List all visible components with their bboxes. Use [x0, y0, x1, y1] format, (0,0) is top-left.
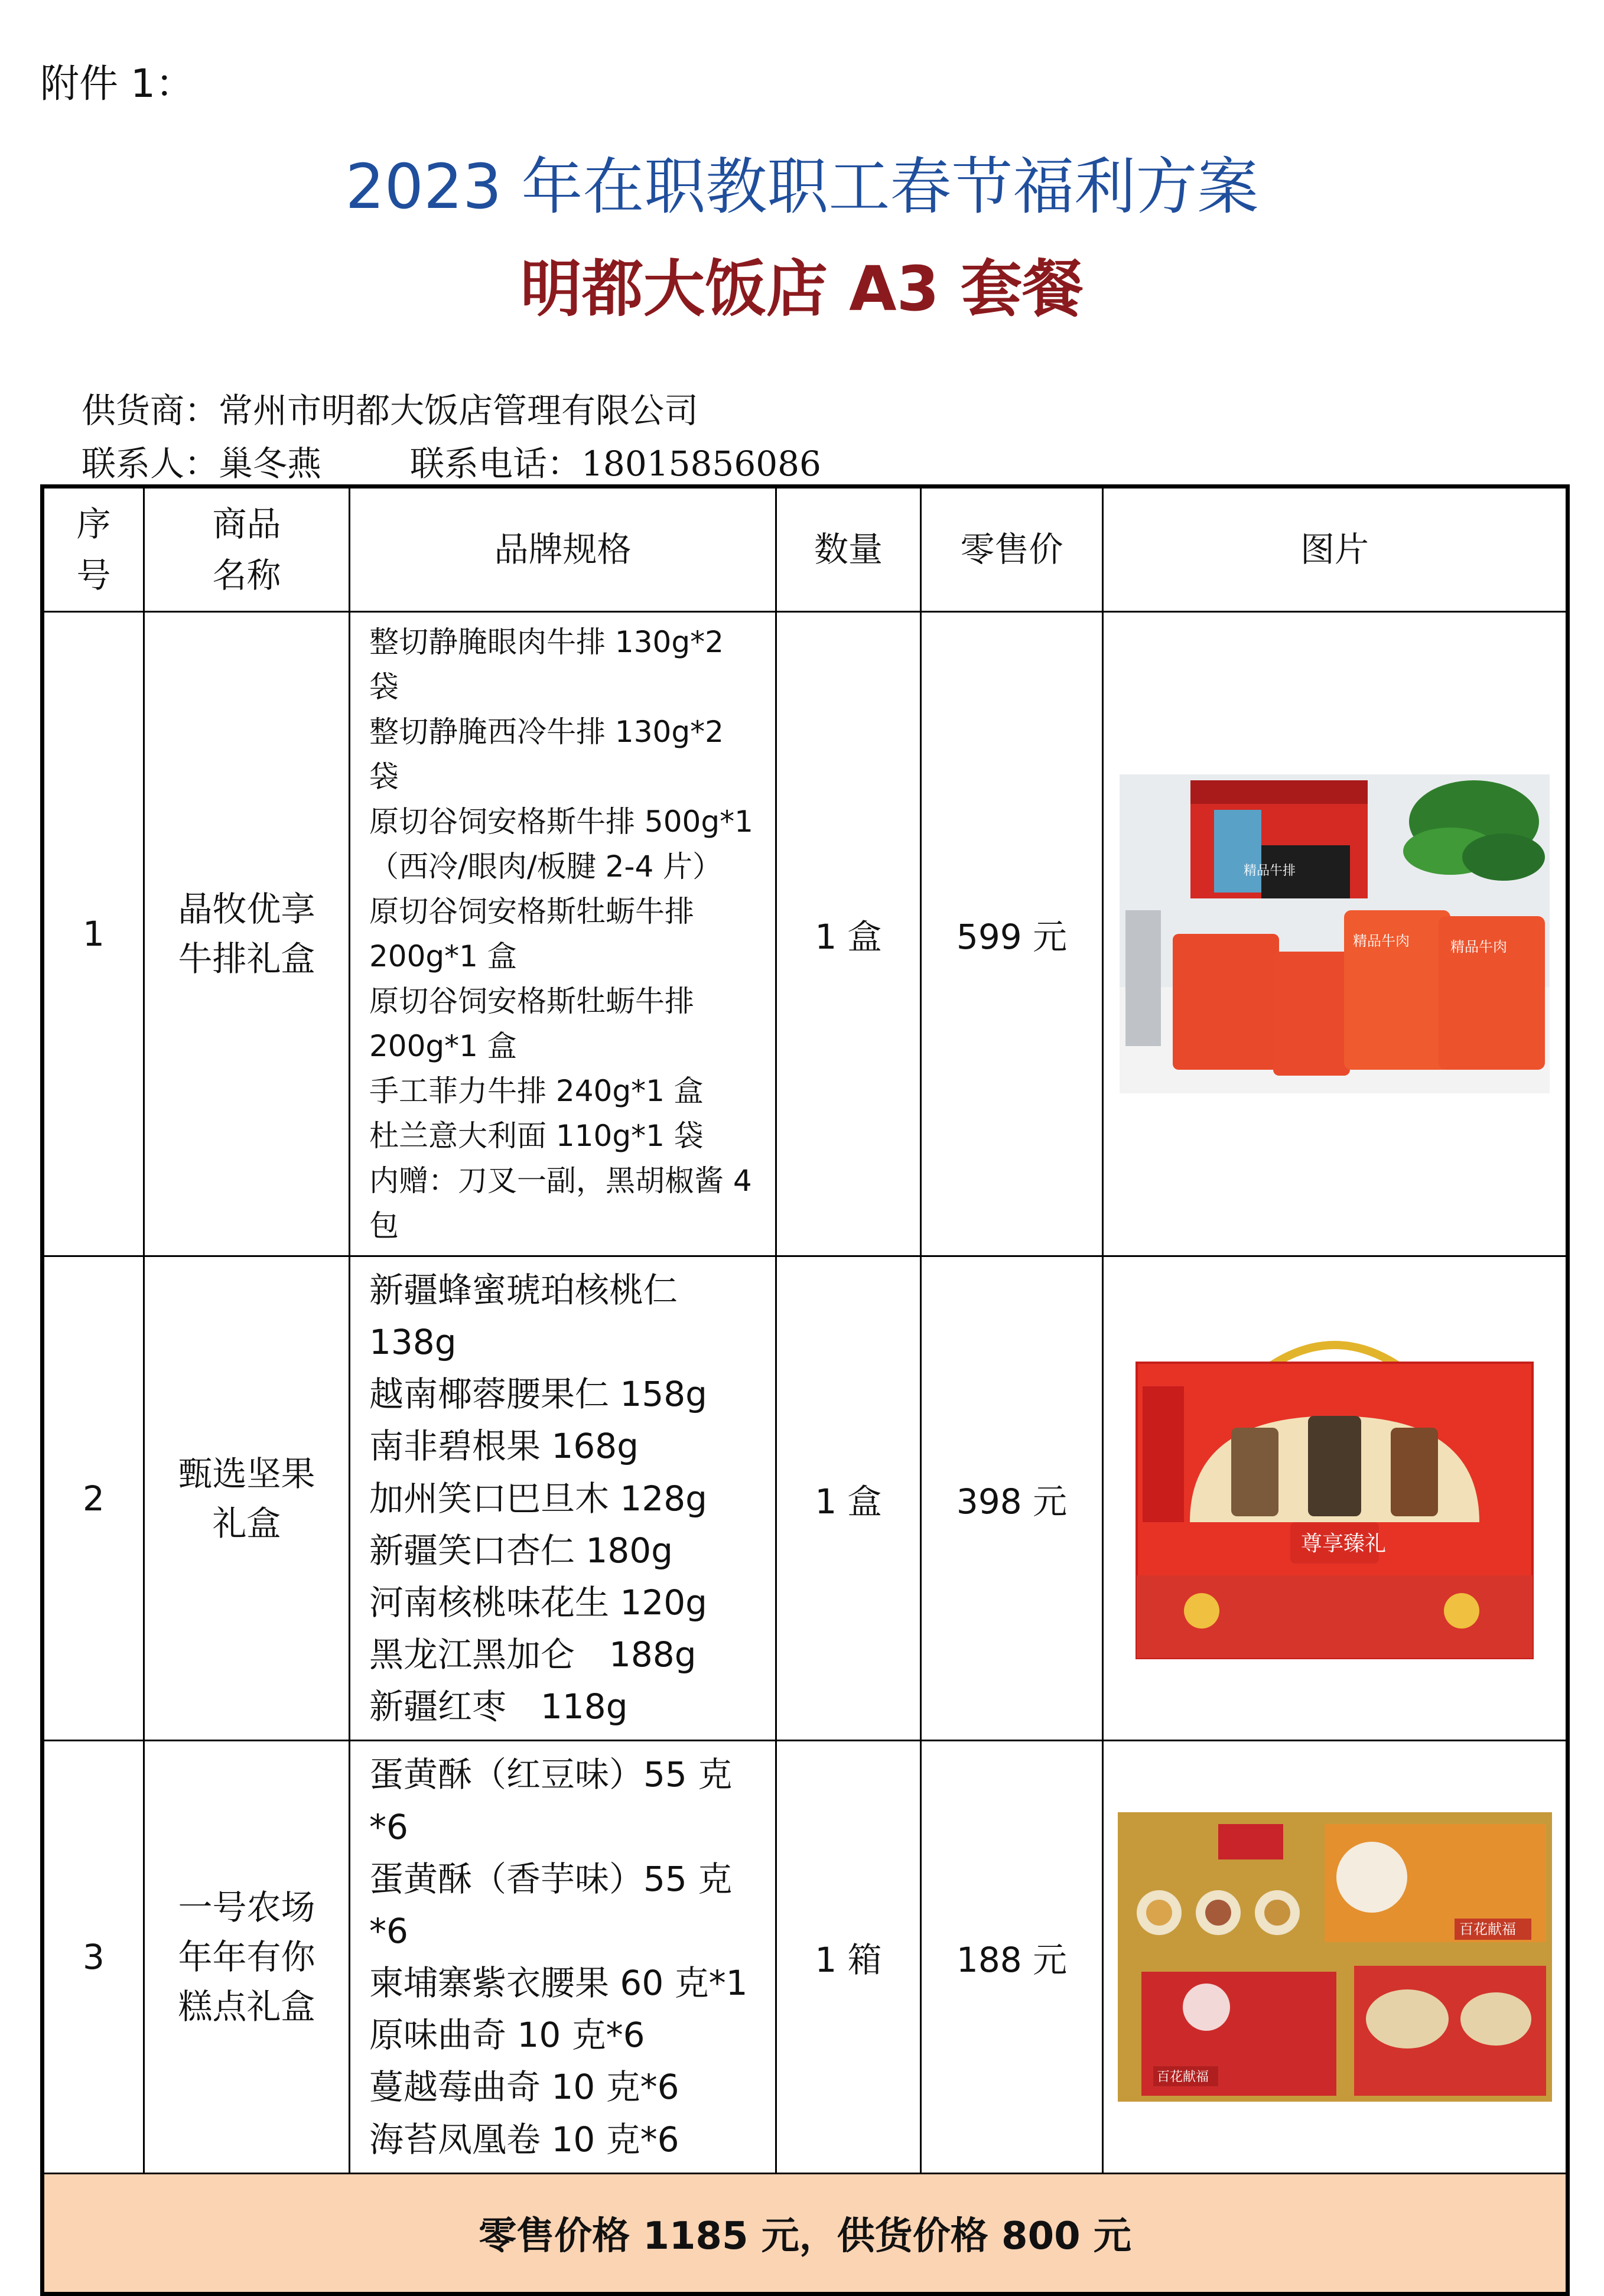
image-text: 精品牛排 — [1244, 864, 1296, 878]
pastry-gift-box-photo — [1118, 1812, 1552, 2102]
image-text: 百花献福 — [1459, 1921, 1516, 1938]
image-text: 精品牛肉 — [1353, 933, 1410, 949]
product-table — [40, 484, 1570, 2296]
header-qty: 数量 — [776, 487, 921, 612]
contact-person: 联系人：巢冬燕 — [82, 444, 322, 484]
header-no: 序 号 — [43, 487, 144, 612]
product-image-cell — [1103, 1256, 1568, 1741]
header-price: 零售价 — [921, 487, 1103, 612]
page-title: 2023 年在职教职工春节福利方案 — [345, 151, 1259, 223]
table-row — [43, 1741, 1568, 2173]
contact-phone: 联系电话：18015856086 — [410, 444, 821, 484]
table-header-row — [43, 487, 1568, 612]
product-qty: 1 箱 — [776, 1741, 921, 2173]
product-spec: 蛋黄酥（红豆味）55 克*6 蛋黄酥（香芋味）55 克*6 柬埔寨紫衣腰果 60 克*1 原味曲奇 10 克*6 蔓越莓曲奇 10 克*6 海苔凤凰卷 10 克*6 — [350, 1741, 776, 2173]
product-price: 599 元 — [921, 612, 1103, 1256]
attachment-label: 附件 1： — [40, 61, 194, 106]
row-number: 3 — [43, 1741, 144, 2173]
product-image-cell — [1103, 612, 1568, 1256]
total-row — [43, 2173, 1568, 2294]
product-qty: 1 盒 — [776, 612, 921, 1256]
product-price: 188 元 — [921, 1741, 1103, 2173]
product-image-cell — [1103, 1741, 1568, 2173]
image-text: 精品牛肉 — [1450, 939, 1507, 955]
product-qty: 1 盒 — [776, 1256, 921, 1741]
contact-info — [82, 436, 821, 486]
table-row — [43, 612, 1568, 1256]
product-name: 一号农场 年年有你 糕点礼盒 — [144, 1741, 350, 2173]
image-text: 尊享臻礼 — [1301, 1531, 1387, 1556]
product-spec: 新疆蜂蜜琥珀核桃仁 138g 越南椰蓉腰果仁 158g 南非碧根果 168g 加州笑口巴旦木 128g 新疆笑口杏仁 180g 河南核桃味花生 120g 黑龙江黑加仑 188g 新疆红枣 118g — [350, 1256, 776, 1741]
product-spec: 整切静腌眼肉牛排 130g*2 袋 整切静腌西冷牛排 130g*2 袋 原切谷饲安格斯牛排 500g*1 （西冷/眼肉/板腱 2-4 片） 原切谷饲安格斯牡蛎牛排 200g*1 盒 原切谷饲安格斯牡蛎牛排 200g*1 盒 手工菲力牛排 240g*1 盒 杜兰意大利面 110g*1 袋 内赠：刀叉一副，黑胡椒酱 4 包 — [350, 612, 776, 1256]
image-text: 百花献福 — [1156, 2070, 1209, 2085]
row-number: 1 — [43, 612, 144, 1256]
package-title: 明都大饭店 A3 套餐 — [520, 253, 1084, 325]
plant-icon — [1403, 780, 1545, 881]
header-name: 商品 名称 — [144, 487, 350, 612]
product-name: 甄选坚果 礼盒 — [144, 1256, 350, 1741]
header-spec: 品牌规格 — [350, 487, 776, 612]
row-number: 2 — [43, 1256, 144, 1741]
total-price-summary: 零售价格 1185 元，供货价格 800 元 — [43, 2173, 1568, 2294]
header-image: 图片 — [1103, 487, 1568, 612]
product-price: 398 元 — [921, 1256, 1103, 1741]
supplier-info: 供货商：常州市明都大饭店管理有限公司 — [82, 390, 699, 431]
table-row — [43, 1256, 1568, 1741]
steak-gift-box-photo — [1120, 774, 1550, 1093]
nut-gift-box-photo — [1131, 1327, 1538, 1670]
product-name: 晶牧优享 牛排礼盒 — [144, 612, 350, 1256]
